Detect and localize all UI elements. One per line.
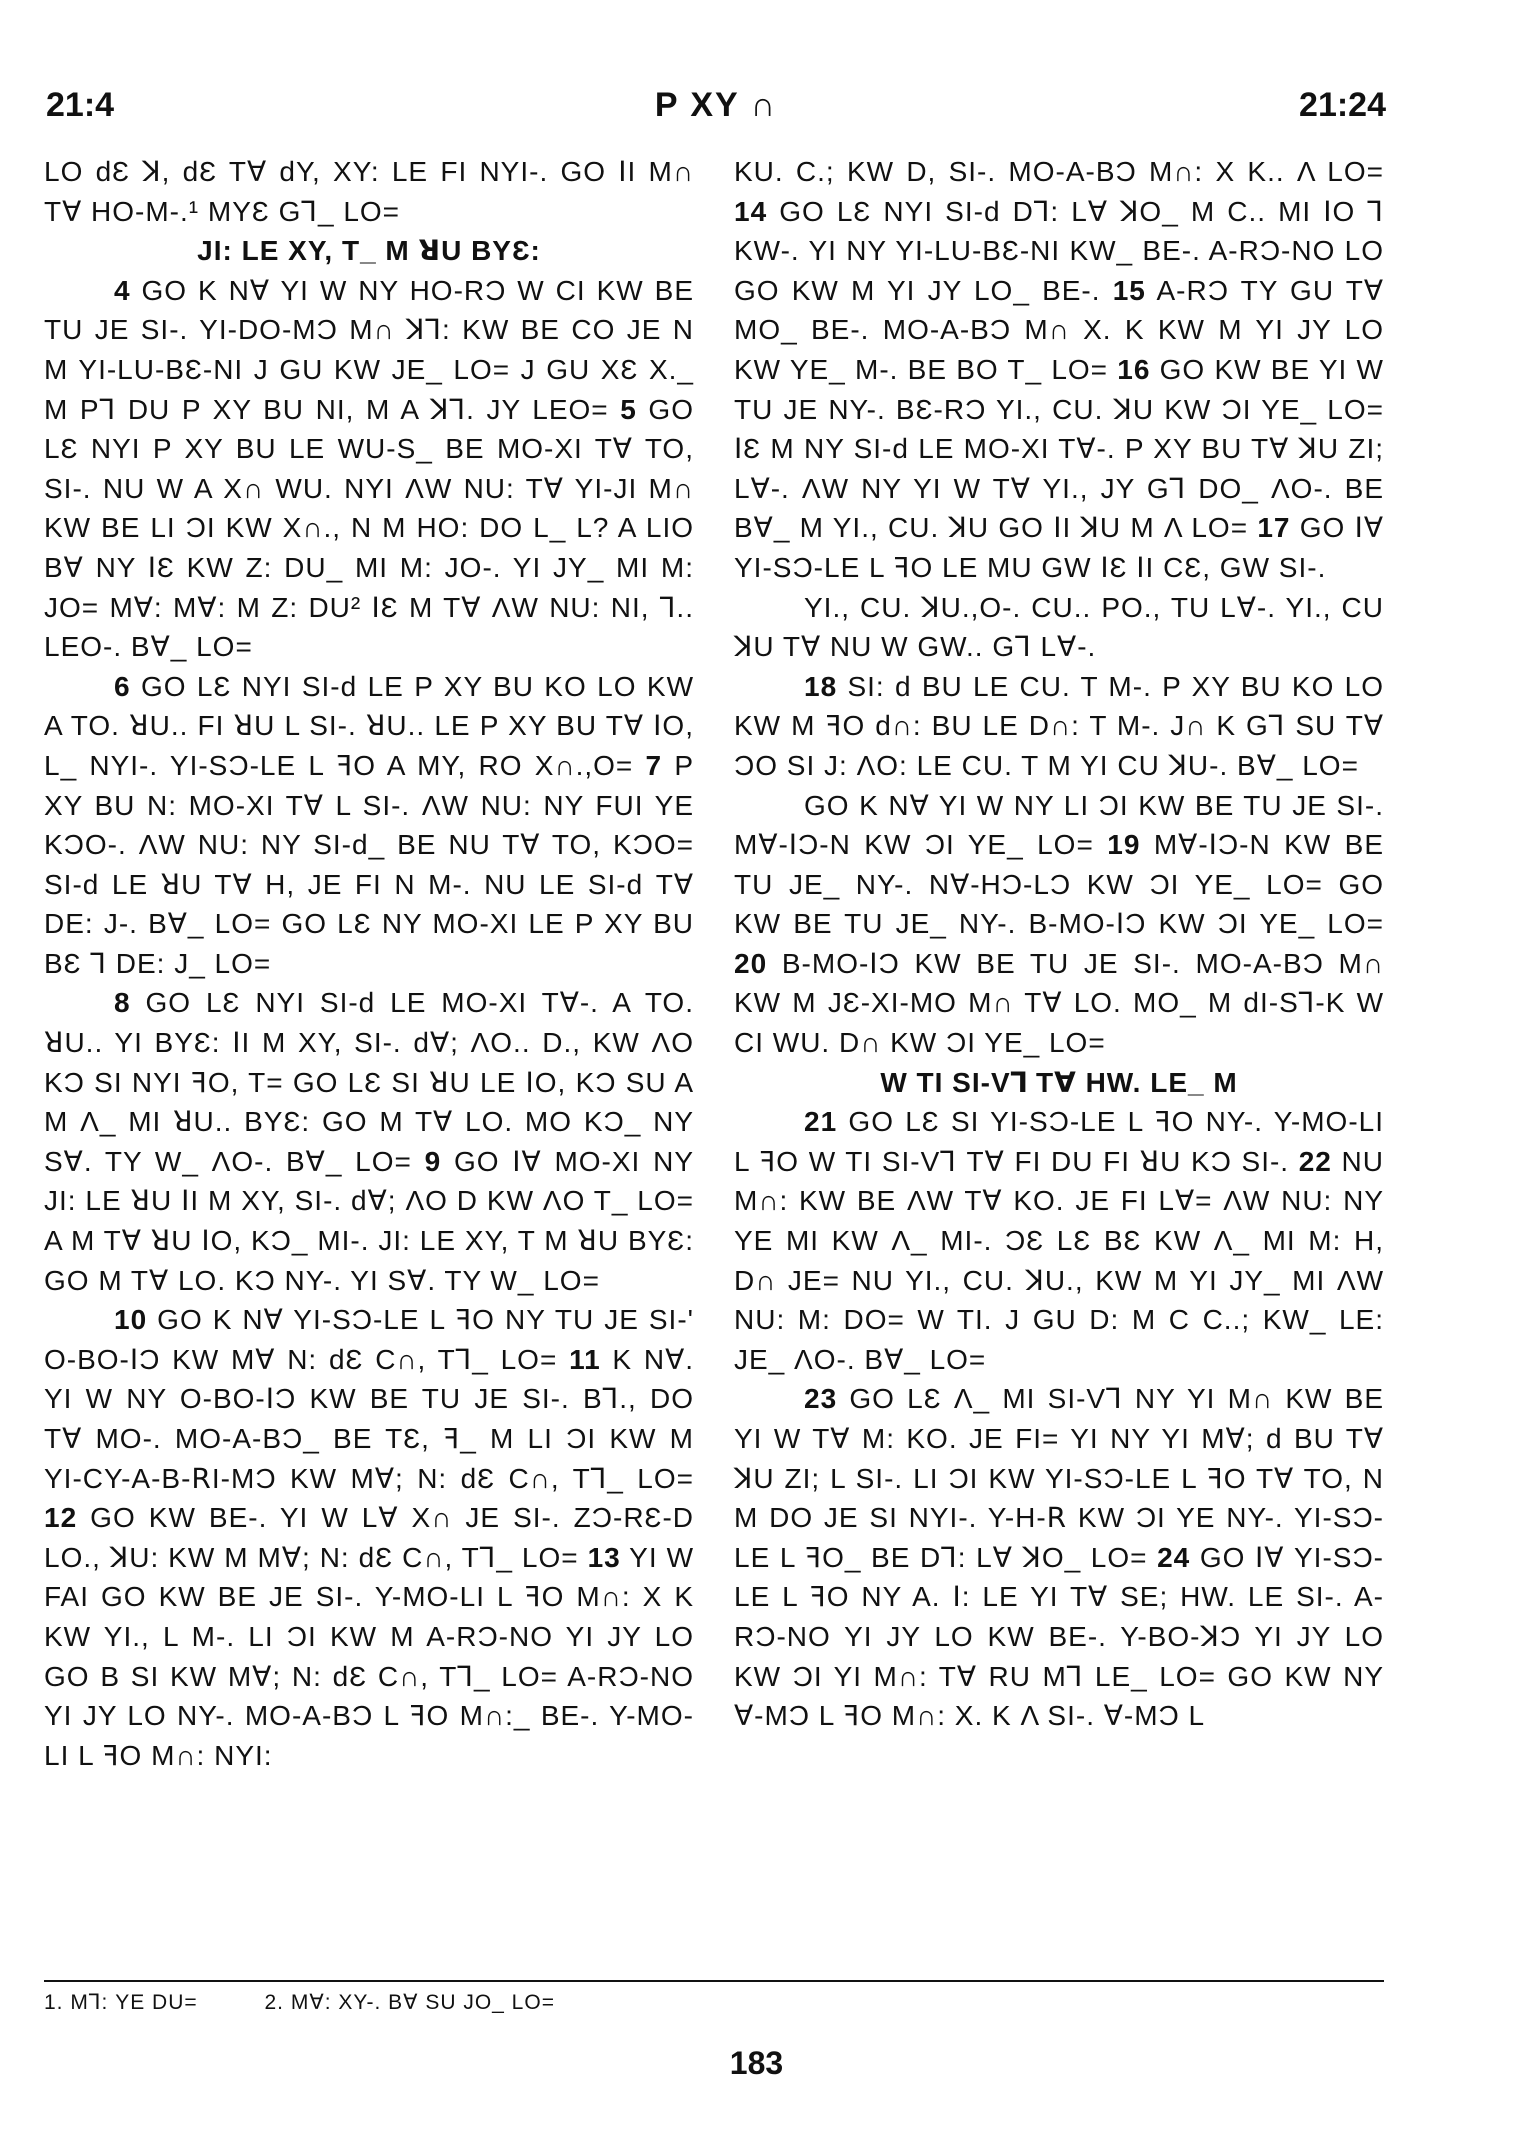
verse-number: 23 — [804, 1383, 838, 1415]
verse-text: GO LƐ Λ_ MI SI-Vꓶ NY YI M∩ KW BE YI W T∀ M: KO. JE FI= YI NY YI M∀; ԁ BU T∀ ꓘU ZI; L SI-. LI ƆI KW YI-SƆ-LE L ꟻO T∀ TO, N M DO JE SI NYI-. Y-H-ꓣ KW ƆI YE NY-. YI-SƆ-LE L ꟻO_ BE Dꓶ: L∀ ꓘO_ LO= — [734, 1383, 1384, 1573]
section-heading — [44, 231, 694, 271]
verse-text: GO K N∀ YI W NY LI ƆI KW BE TU JE SI-. M∀-ꓲƆ-N KW ƆI YE_ LO= — [734, 789, 1384, 861]
verse-text: JI: LE XY, T_ M ꓤU BYƐ: — [197, 235, 541, 267]
verse-text: GO KW BE-. YI W L∀ X∩ JE SI-. ZƆ-RƐ-D LO., ꓘU: KW M M∀; N: ԁƐ C∩, Tꓶ_ LO= — [44, 1502, 694, 1573]
verse-text: NU M∩: KW BE ΛW T∀ KO. JE FI L∀= ΛW NU: NY YE MI KW Λ_ MI-. ƆƐ LƐ BƐ KW Λ_ MI M: H, D∩ JE= NU YI., CU. ꓘU., KW M YI JY_ MI ΛW NU: M: DO= W TI. J GU D: M C C..; KW_ LE: JE_ ΛO-. B∀_ LO= — [734, 1145, 1384, 1375]
header-chapter-verse-end: 21:24 — [1299, 86, 1386, 124]
verse-number: 10 — [114, 1304, 148, 1336]
verse-text: K N∀. YI W NY O-BO-ꓲƆ KW BE TU JE SI-. Bꓶ., DO T∀ MO-. MO-A-BƆ_ BE TƐ, ꟻ_ M LI ƆI KW M YI-CY-A-B-ꓣI-MƆ KW M∀; N: ԁƐ C∩, Tꓶ_ LO= — [44, 1343, 695, 1494]
paragraph — [734, 667, 1384, 786]
verse-number: 6 — [114, 670, 131, 702]
footnote-2: 2. M∀: XY-. B∀ SU JO_ LO= — [264, 1991, 555, 2014]
paragraph — [44, 1300, 694, 1775]
verse-text: P XY BU N: MO-XI T∀ L SI-. ΛW NU: NY FUI YE KƆO-. ΛW NU: NY SI-ԁ_ BE NU T∀ TO, KƆO= SI-ԁ LE ꓤU T∀ H, JE FI N M-. NU LE SI-ԁ T∀ DE: J-. B∀_ LO= GO LƐ NY MO-XI LE P XY BU BƐ ꓶ DE: J_ LO= — [44, 749, 694, 979]
verse-number: 15 — [1112, 274, 1146, 306]
verse-text: GO LƐ SI YI-SƆ-LE L ꟻO NY-. Y-MO-LI L ꟻO W TI SI-Vꓶ T∀ FI DU FI ꓤU KƆ SI-. — [734, 1106, 1384, 1177]
verse-text: A-RƆ TY GU T∀ MO_ BE-. MO-A-BƆ M∩ X. K KW M YI JY LO KW YE_ M-. BE BO T_ LO= — [734, 274, 1384, 385]
header-book-title: P XY ∩ — [654, 86, 778, 124]
paragraph — [734, 786, 1384, 1063]
verse-number: 5 — [620, 393, 637, 425]
verse-number: 21 — [804, 1106, 838, 1138]
verse-text: GO LƐ NYI SI-ԁ Dꓶ: L∀ ꓘO_ M C.. MI ꓲO ꓶ KW-. YI NY YI-LU-BƐ-NI KW_ BE-. A-RƆ-NO LO GO KW M YI JY LO_ BE-. — [734, 195, 1384, 306]
verse-number: 9 — [424, 1145, 442, 1177]
verse-text: GO LƐ NYI P XY BU LE WU-S_ BE MO-XI T∀ TO, SI-. NU W A X∩ WU. NYI ΛW NU: T∀ YI-JI M∩ KW BE LI ƆI KW X∩., N M HO: DO L_ L? A LIO B∀ NY ꓲƐ KW Z: DU_ MI M: JO-. YI JY_ MI M: JO= M∀: M∀: M Z: DU² ꓲƐ M T∀ ΛW NU: NI, ꓶ.. LEO-. B∀_ LO= — [44, 393, 694, 663]
page-header — [46, 86, 1386, 126]
paragraph — [44, 271, 694, 667]
paragraph — [44, 983, 694, 1300]
footnotes — [44, 1990, 615, 2015]
left-text-column — [44, 152, 694, 1775]
verse-text: GO LƐ NYI SI-ԁ LE MO-XI T∀-. A TO. ꓤU.. YI BYƐ: ꓲI M XY, SI-. ԁ∀; ΛO.. D., KW ΛO KƆ SI NYI ꟻO, T= GO LƐ SI ꓤU LE ꓲO, KƆ SU A M Λ_ MI ꓤU.. BYƐ: GO M T∀ LO. MO KƆ_ NY S∀. TY W_ ΛO-. B∀_ LO= — [44, 987, 694, 1177]
verse-number: 12 — [44, 1502, 78, 1534]
verse-text: GO ꓲ∀ YI-SƆ-LE L ꟻO LE MU GW ꓲƐ ꓲI CƐ, GW SI-. — [734, 512, 1384, 583]
verse-text: GO ꓲ∀ YI-SƆ-LE L ꟻO NY A. ꓲ: LE YI T∀ SE; HW. LE SI-. A-RƆ-NO YI JY LO KW BE-. Y-BO-ꓘƆ YI JY LO KW ƆI YI M∩: T∀ RU Mꓶ LE_ LO= GO KW NY ∀-MƆ L ꟻO M∩: X. K Λ SI-. ∀-MƆ L — [734, 1541, 1384, 1732]
verse-number: 22 — [1298, 1145, 1332, 1177]
paragraph — [44, 152, 694, 231]
verse-text: YI., CU. ꓘU.,O-. CU.. PO., TU L∀-. YI., CU ꓘU T∀ NU W GW.. Gꓶ L∀-. — [734, 591, 1384, 663]
paragraph — [734, 1379, 1384, 1735]
paragraph — [44, 667, 694, 984]
verse-number: 16 — [1117, 353, 1151, 385]
verse-number: 24 — [1157, 1541, 1191, 1573]
paragraph — [734, 588, 1384, 667]
verse-number: 8 — [114, 987, 131, 1019]
verse-text: GO LƐ NYI SI-ԁ LE P XY BU KO LO KW A TO. ꓤU.. FI ꓤU L SI-. ꓤU.. LE P XY BU T∀ ꓲO, L_ NYI-. YI-SƆ-LE L ꟻO A MY, RO X∩.,O= — [44, 670, 694, 781]
verse-text: GO KW BE YI W TU JE NY-. BƐ-RƆ YI., CU. ꓘU KW ƆI YE_ LO= ꓲƐ M NY SI-ԁ LE MO-XI T∀-. P XY BU T∀ ꓘU ZI; L∀-. ΛW NY YI W T∀ YI., JY Gꓶ DO_ ΛO-. BE B∀_ M YI., CU. ꓘU GO ꓲI ꓘU M Λ LO= — [734, 353, 1384, 544]
verse-text: GO K N∀ YI-SƆ-LE L ꟻO NY TU JE SI-' O-BO-ꓲƆ KW M∀ N: ԁƐ C∩, Tꓶ_ LO= — [44, 1304, 694, 1375]
verse-text: M∀-ꓲƆ-N KW BE TU JE_ NY-. N∀-HƆ-LƆ KW ƆI YE_ LO= GO KW BE TU JE_ NY-. B-MO-ꓲƆ KW ƆI YE_ LO= — [734, 829, 1384, 940]
verse-number: 11 — [569, 1343, 601, 1375]
page-number: 183 — [729, 2045, 784, 2081]
verse-text: LO ԁƐ ꓘ, ԁƐ T∀ ԁY, XY: LE FI NYI-. GO ꓲI M∩ T∀ HO-M-.¹ MYƐ Gꓶ_ LO= — [44, 156, 694, 227]
footnote-1: 1. Mꓶ: YE DU= — [44, 1991, 198, 2014]
verse-number: 19 — [1107, 829, 1141, 861]
verse-number: 13 — [587, 1541, 621, 1573]
verse-text: KU. C.; KW D, SI-. MO-A-BƆ M∩: X K.. Λ LO= — [734, 156, 1384, 187]
header-chapter-verse-start: 21:4 — [46, 86, 115, 124]
verse-number: 17 — [1257, 512, 1291, 544]
verse-number: 20 — [734, 947, 768, 979]
right-text-column — [734, 152, 1384, 1736]
verse-number: 7 — [645, 749, 663, 781]
paragraph — [734, 1102, 1384, 1379]
paragraph — [734, 152, 1384, 588]
verse-text: SI: ԁ BU LE CU. T M-. P XY BU KO LO KW M ꟻO ԁ∩: BU LE D∩: T M-. J∩ K Gꓶ SU T∀ ƆO SI J: ΛO: LE CU. T M YI CU ꓘU-. B∀_ LO= — [734, 670, 1384, 781]
verse-text: B-MO-ꓲƆ KW BE TU JE SI-. MO-A-BƆ M∩ KW M JƐ-XI-MO M∩ T∀ LO. MO_ M ԁI-Sꓶ-K W CI WU. D∩ KW ƆI YE_ LO= — [734, 947, 1384, 1059]
section-heading — [734, 1063, 1384, 1103]
footnote-divider — [44, 1980, 1384, 1982]
verse-text: GO ꓲ∀ MO-XI NY JI: LE ꓤU ꓲI M XY, SI-. ԁ∀; ΛO D KW ΛO T_ LO= A M T∀ ꓤU ꓲO, KƆ_ MI-. JI: LE XY, T M ꓤU BYƐ: GO M T∀ LO. KƆ NY-. YI S∀. TY W_ LO= — [44, 1145, 694, 1296]
verse-number: 14 — [734, 195, 768, 227]
verse-number: 4 — [114, 274, 131, 306]
verse-text: GO K N∀ YI W NY HO-RƆ W CI KW BE TU JE SI-. YI-DO-MƆ M∩ ꓘꓶ: KW BE CO JE N M YI-LU-BƐ-NI J GU KW JE_ LO= J GU XƐ X._ M Pꓶ DU P XY BU NI, M A ꓘꓶ. JY LEO= — [44, 274, 694, 425]
verse-number: 18 — [804, 670, 838, 702]
verse-text: YI W FAI GO KW BE JE SI-. Y-MO-LI L ꟻO M∩: X K KW YI., L M-. LI ƆI KW M A-RƆ-NO YI JY LO GO B SI KW M∀; N: ԁƐ C∩, Tꓶ_ LO= A-RƆ-NO YI JY LO NY-. MO-A-BƆ L ꟻO M∩:_ BE-. Y-MO-LI L ꟻO M∩: NYI: — [44, 1541, 694, 1771]
verse-text: W TI SI-Vꓶ T∀ HW. LE_ M — [880, 1066, 1238, 1098]
